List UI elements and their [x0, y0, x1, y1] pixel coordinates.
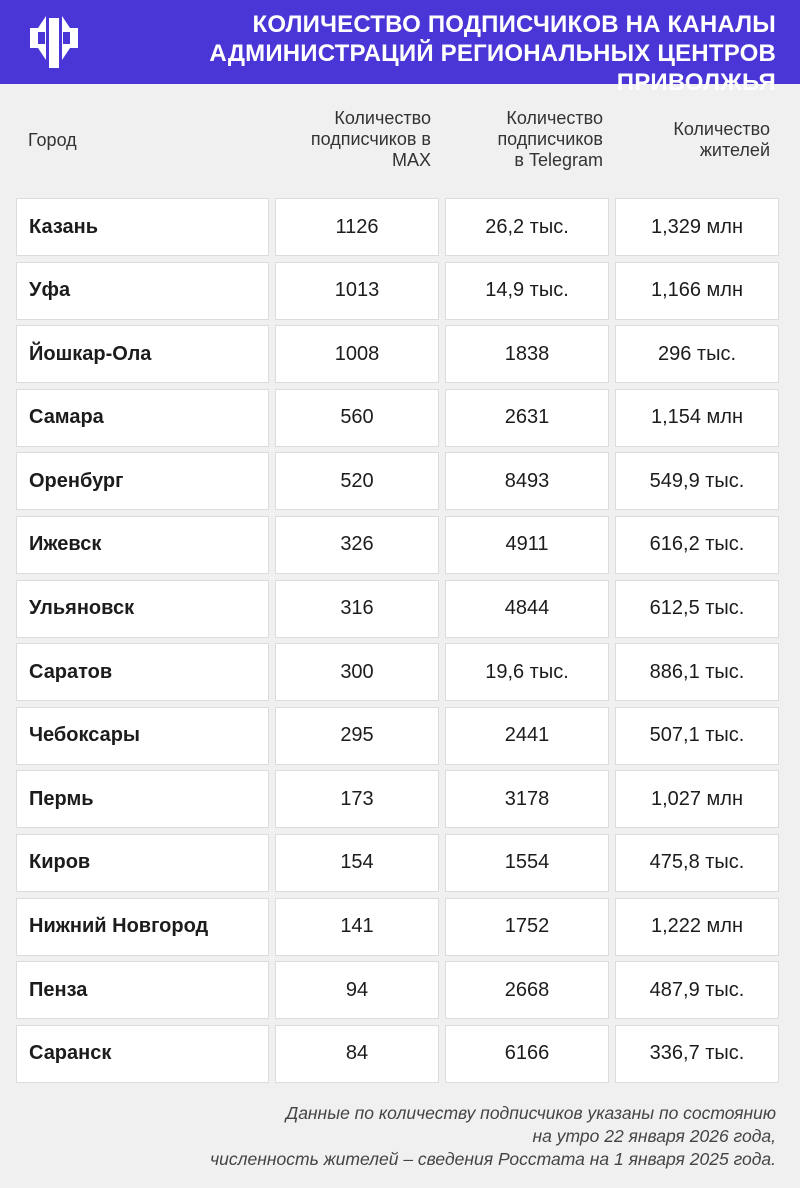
city-cell: Оренбург [16, 452, 269, 510]
city-cell: Самара [16, 389, 269, 447]
city-cell: Ульяновск [16, 580, 269, 638]
population-cell: 612,5 тыс. [615, 580, 779, 638]
title-line-1: КОЛИЧЕСТВО ПОДПИСЧИКОВ НА КАНАЛЫ [252, 11, 776, 38]
table-row [16, 452, 779, 510]
city-cell: Нижний Новгород [16, 898, 269, 956]
brand-logo-icon [24, 14, 84, 72]
column-header-telegram-line: Количество [506, 108, 603, 128]
footnote [136, 1102, 776, 1171]
table-row [16, 770, 779, 828]
max-subscribers-cell: 295 [275, 707, 439, 765]
table-row [16, 198, 779, 256]
table-row [16, 643, 779, 701]
population-cell: 296 тыс. [615, 325, 779, 383]
column-header-max-line: Количество [334, 108, 431, 128]
population-cell: 487,9 тыс. [615, 961, 779, 1019]
telegram-subscribers-cell: 2631 [445, 389, 609, 447]
telegram-subscribers-cell: 1838 [445, 325, 609, 383]
telegram-subscribers-cell: 3178 [445, 770, 609, 828]
city-cell: Уфа [16, 262, 269, 320]
max-subscribers-cell: 560 [275, 389, 439, 447]
column-header-max-line: подписчиков в [310, 129, 431, 149]
telegram-subscribers-cell: 4844 [445, 580, 609, 638]
population-cell: 507,1 тыс. [615, 707, 779, 765]
max-subscribers-cell: 154 [275, 834, 439, 892]
column-header-population-line: жителей [699, 140, 770, 160]
table-row [16, 262, 779, 320]
population-cell: 1,027 млн [615, 770, 779, 828]
max-subscribers-cell: 326 [275, 516, 439, 574]
column-header-telegram-line: в Telegram [514, 150, 603, 170]
city-cell: Киров [16, 834, 269, 892]
population-cell: 549,9 тыс. [615, 452, 779, 510]
population-cell: 1,154 млн [615, 389, 779, 447]
column-header-population-line: Количество [673, 119, 770, 139]
city-cell: Саратов [16, 643, 269, 701]
column-header-telegram-line: подписчиков [497, 129, 603, 149]
population-cell: 336,7 тыс. [615, 1025, 779, 1083]
table-row [16, 1025, 779, 1083]
column-header-telegram [446, 108, 603, 188]
table-row [16, 961, 779, 1019]
header-banner [0, 0, 800, 96]
max-subscribers-cell: 300 [275, 643, 439, 701]
telegram-subscribers-cell: 1752 [445, 898, 609, 956]
telegram-subscribers-cell: 2441 [445, 707, 609, 765]
max-subscribers-cell: 94 [275, 961, 439, 1019]
city-cell: Йошкар-Ола [16, 325, 269, 383]
table-row [16, 707, 779, 765]
max-subscribers-cell: 520 [275, 452, 439, 510]
data-table [16, 198, 779, 1088]
max-subscribers-cell: 1013 [275, 262, 439, 320]
table-row [16, 580, 779, 638]
table-row [16, 898, 779, 956]
telegram-subscribers-cell: 2668 [445, 961, 609, 1019]
population-cell: 1,166 млн [615, 262, 779, 320]
footnote-line: Данные по количеству подписчиков указаны по состоянию [285, 1103, 776, 1123]
telegram-subscribers-cell: 1554 [445, 834, 609, 892]
table-row [16, 325, 779, 383]
population-cell: 616,2 тыс. [615, 516, 779, 574]
population-cell: 886,1 тыс. [615, 643, 779, 701]
telegram-subscribers-cell: 8493 [445, 452, 609, 510]
max-subscribers-cell: 84 [275, 1025, 439, 1083]
column-header-city: Город [28, 130, 77, 150]
max-subscribers-cell: 1008 [275, 325, 439, 383]
table-row [16, 516, 779, 574]
chart-title [76, 10, 776, 97]
footnote-line: численность жителей – сведения Росстата на 1 января 2025 года. [210, 1149, 776, 1169]
title-line-2: АДМИНИСТРАЦИЙ РЕГИОНАЛЬНЫХ ЦЕНТРОВ ПРИВОЛЖЬЯ [209, 40, 776, 96]
table-row [16, 834, 779, 892]
max-subscribers-cell: 1126 [275, 198, 439, 256]
table-row [16, 389, 779, 447]
column-header-max-line: MAX [391, 150, 431, 170]
population-cell: 475,8 тыс. [615, 834, 779, 892]
city-cell: Чебоксары [16, 707, 269, 765]
city-cell: Ижевск [16, 516, 269, 574]
column-header-max [276, 108, 431, 188]
max-subscribers-cell: 141 [275, 898, 439, 956]
city-cell: Казань [16, 198, 269, 256]
telegram-subscribers-cell: 6166 [445, 1025, 609, 1083]
telegram-subscribers-cell: 26,2 тыс. [445, 198, 609, 256]
max-subscribers-cell: 316 [275, 580, 439, 638]
city-cell: Саранск [16, 1025, 269, 1083]
population-cell: 1,329 млн [615, 198, 779, 256]
population-cell: 1,222 млн [615, 898, 779, 956]
max-subscribers-cell: 173 [275, 770, 439, 828]
telegram-subscribers-cell: 4911 [445, 516, 609, 574]
column-header-population [616, 119, 770, 199]
footnote-line: на утро 22 января 2026 года, [532, 1126, 776, 1146]
city-cell: Пермь [16, 770, 269, 828]
telegram-subscribers-cell: 19,6 тыс. [445, 643, 609, 701]
city-cell: Пенза [16, 961, 269, 1019]
telegram-subscribers-cell: 14,9 тыс. [445, 262, 609, 320]
